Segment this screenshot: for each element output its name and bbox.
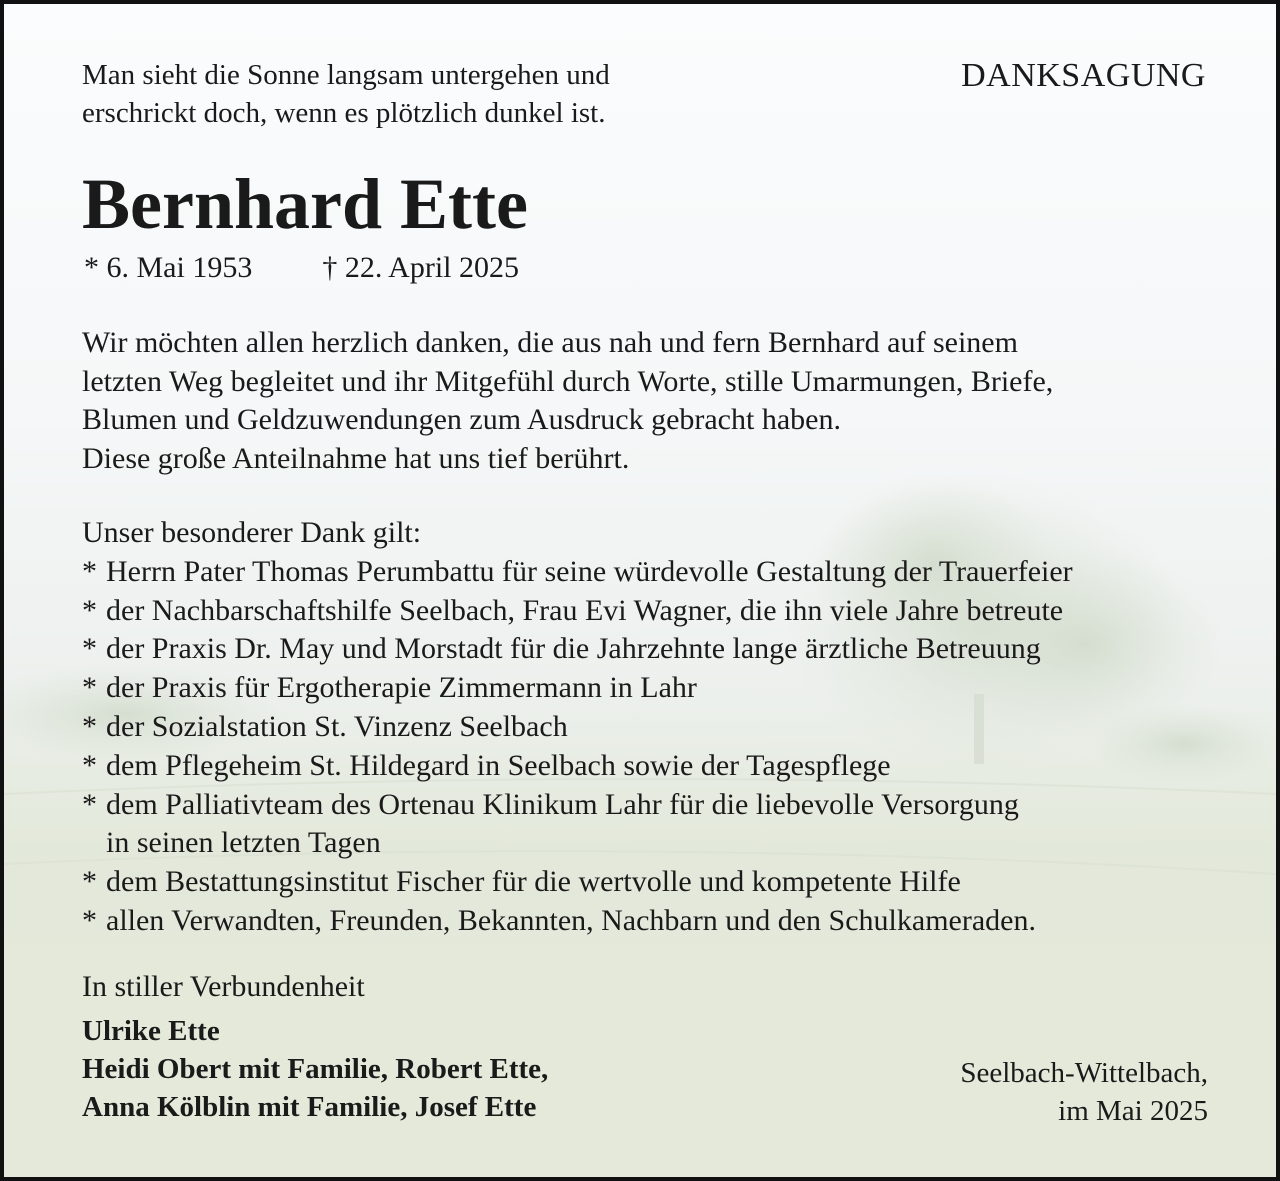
thanks-list-item [82, 669, 1242, 708]
thanks-item-text: dem Pflegeheim St. Hildegard in Seelbach sowie der Tagespflege [106, 748, 891, 782]
motto-quote [82, 56, 802, 132]
thanks-line: Blumen und Geldzuwendungen zum Ausdruck gebracht haben. [82, 403, 841, 436]
thanks-list-item [82, 553, 1242, 592]
bullet-star: * [82, 671, 97, 705]
thanks-list-item [82, 630, 1242, 669]
thanks-paragraph [82, 324, 1222, 478]
thanks-list-item [82, 708, 1242, 747]
signers-list [82, 1012, 548, 1126]
place-and-date [960, 1054, 1208, 1130]
signer-name: Heidi Obert mit Familie, Robert Ette, [82, 1053, 549, 1085]
bullet-star: * [82, 748, 97, 782]
date-line: im Mai 2025 [1058, 1095, 1208, 1127]
signer-name: Anna Kölblin mit Familie, Josef Ette [82, 1091, 537, 1123]
thanks-line: Diese große Anteilnahme hat uns tief berührt. [82, 441, 630, 475]
thanks-item-text: dem Bestattungsinstitut Fischer für die wertvolle und kompetente Hilfe [106, 865, 961, 899]
motto-line: erschrickt doch, wenn es plötzlich dunkel ist. [82, 97, 606, 129]
bullet-star: * [82, 709, 97, 743]
thanks-item-text: der Nachbarschaftshilfe Seelbach, Frau Evi Wagner, die ihn viele Jahre betreute [106, 593, 1064, 627]
life-dates [84, 248, 519, 288]
birth-date: * 6. Mai 1953 [84, 251, 253, 284]
bullet-star: * [82, 787, 97, 821]
thanks-item-text: allen Verwandten, Freunden, Bekannten, Nachbarn und den Schulkameraden. [106, 903, 1036, 937]
thanks-item-text: der Praxis Dr. May und Morstadt für die Jahrzehnte lange ärztliche Betreuung [106, 632, 1041, 666]
death-date: † 22. April 2025 [322, 251, 519, 284]
place-line: Seelbach-Wittelbach, [960, 1057, 1208, 1089]
bullet-star: * [82, 593, 97, 627]
special-thanks [82, 514, 1242, 941]
bullet-star: * [82, 632, 97, 666]
thanks-line: Wir möchten allen herzlich danken, die aus nah und fern Bernhard auf seinem [82, 326, 1018, 359]
thanks-list-item [82, 747, 1242, 786]
thanks-item-text: Herrn Pater Thomas Perumbattu für seine würdevolle Gestaltung der Trauerfeier [106, 554, 1073, 588]
signer-name: Ulrike Ette [82, 1015, 220, 1047]
thanks-item-text: der Praxis für Ergotherapie Zimmermann in Lahr [106, 671, 697, 705]
bullet-star: * [82, 554, 97, 588]
closing-phrase: In stiller Verbundenheit [82, 970, 365, 1003]
page-heading: DANKSAGUNG [961, 57, 1206, 94]
bullet-star: * [82, 865, 97, 899]
motto-line: Man sieht die Sonne langsam untergehen und [82, 59, 610, 91]
thanks-list-item [82, 863, 1242, 902]
thanks-list-item [82, 592, 1242, 631]
special-thanks-intro: Unser besonderer Dank gilt: [82, 516, 422, 549]
thanks-item-text: der Sozialstation St. Vinzenz Seelbach [106, 709, 568, 743]
thanks-item-continuation: in seinen letzten Tagen [106, 826, 381, 860]
thanks-item-text: dem Palliativteam des Ortenau Klinikum Lahr für die liebevolle Versorgung [106, 787, 1019, 821]
thanks-list-item [82, 902, 1242, 941]
thanks-list-item [82, 786, 1242, 864]
deceased-name: Bernhard Ette [82, 164, 528, 244]
bullet-star: * [82, 903, 97, 937]
thanks-line: letzten Weg begleitet und ihr Mitgefühl durch Worte, stille Umarmungen, Briefe, [82, 364, 1054, 398]
